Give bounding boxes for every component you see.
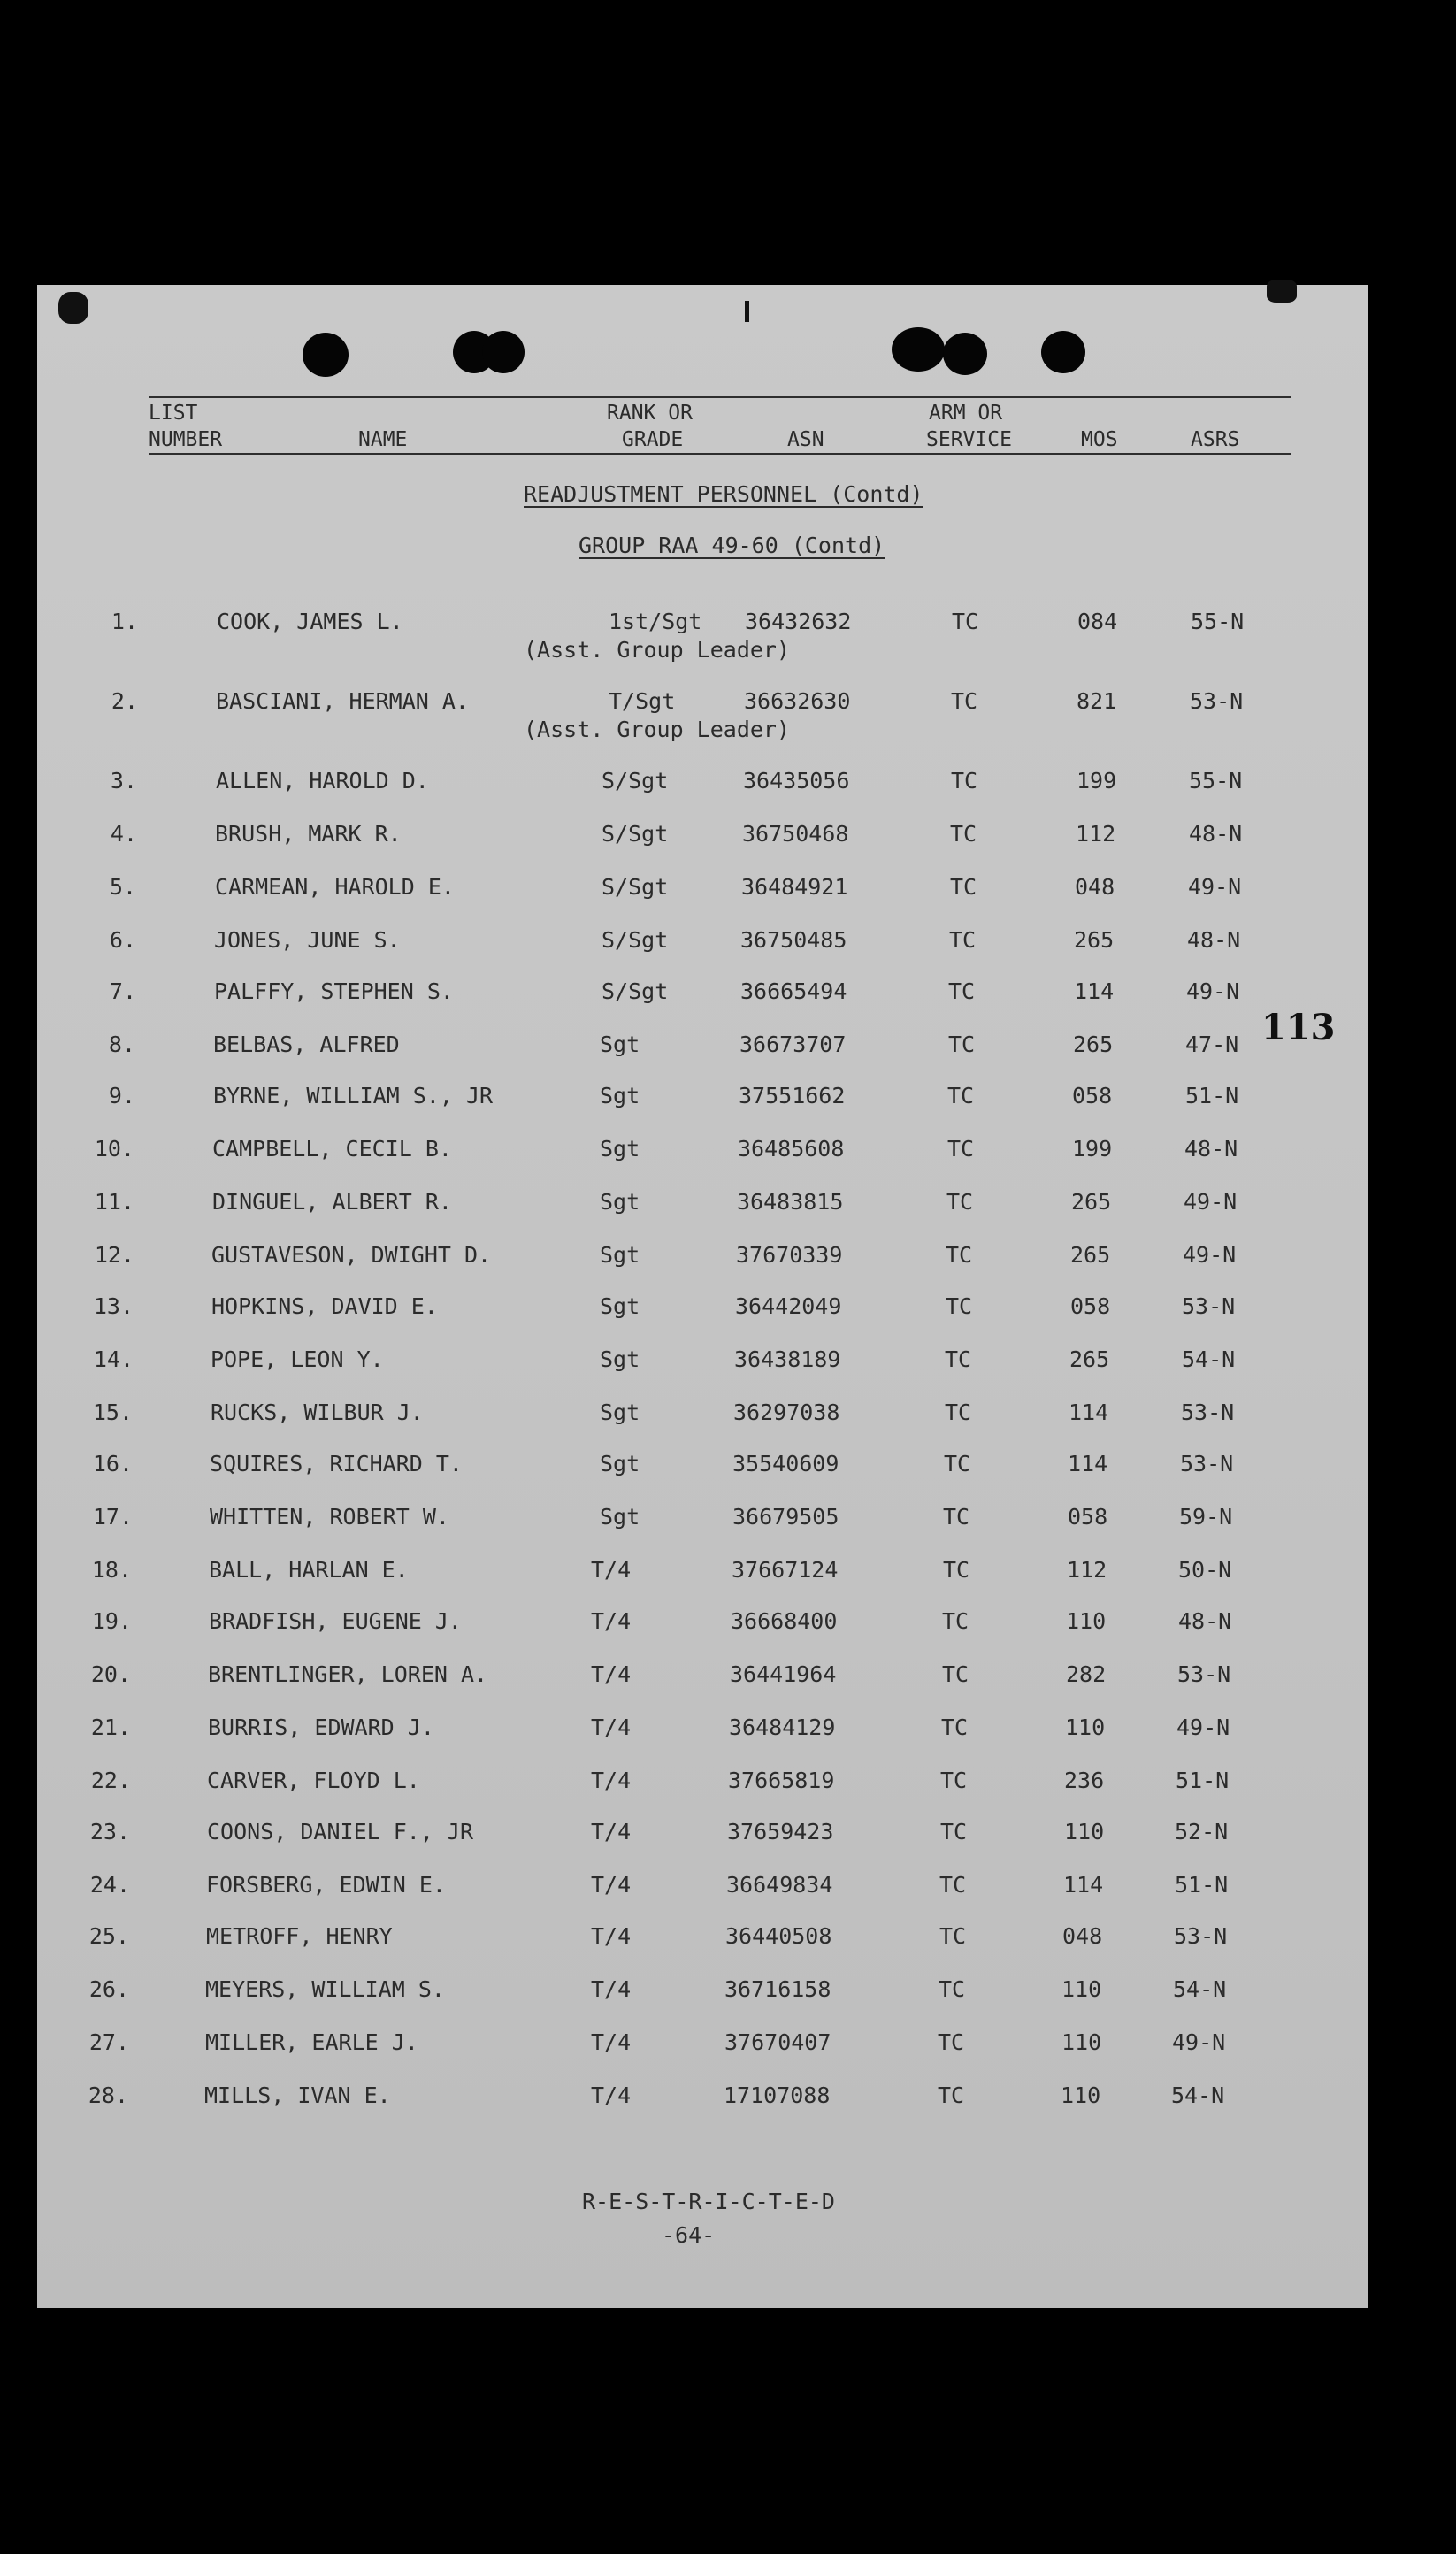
section-title: READJUSTMENT PERSONNEL (Contd) xyxy=(524,481,923,507)
arm-cell: TC xyxy=(948,978,976,1004)
asn-cell: 37667124 xyxy=(732,1557,839,1583)
asrs-cell: 49-N xyxy=(1184,1189,1238,1215)
grade-cell: T/4 xyxy=(591,1557,632,1583)
grade-cell: T/4 xyxy=(591,1872,632,1898)
asn-cell: 36432632 xyxy=(745,609,852,634)
mos-cell: 114 xyxy=(1063,1872,1104,1898)
mos-cell: 112 xyxy=(1067,1557,1107,1583)
table-row xyxy=(0,609,1456,663)
mos-cell: 058 xyxy=(1070,1293,1111,1319)
grade-cell: T/4 xyxy=(591,1976,632,2002)
punch-hole xyxy=(482,331,525,373)
mos-cell: 199 xyxy=(1072,1136,1113,1162)
list-number: 1. xyxy=(111,609,138,634)
header-number-label: NUMBER xyxy=(149,428,223,451)
grade-cell: Sgt xyxy=(600,1083,640,1108)
mos-cell: 110 xyxy=(1061,2082,1101,2108)
list-number: 24. xyxy=(89,1872,130,1898)
name-cell: BRADFISH, EUGENE J. xyxy=(209,1608,462,1634)
list-number: 28. xyxy=(88,2082,128,2108)
table-row xyxy=(0,1032,1456,1067)
table-row xyxy=(0,2082,1456,2118)
arm-cell: TC xyxy=(945,1400,972,1425)
grade-cell: Sgt xyxy=(600,1032,640,1057)
table-row xyxy=(0,927,1456,963)
asrs-cell: 53-N xyxy=(1181,1400,1235,1425)
grade-cell: T/4 xyxy=(591,2029,632,2055)
classification-footer: R-E-S-T-R-I-C-T-E-D xyxy=(582,2189,835,2214)
asn-cell: 35540609 xyxy=(732,1451,839,1476)
name-cell: BASCIANI, HERMAN A. xyxy=(216,688,469,714)
page-number: -64- xyxy=(662,2222,716,2248)
arm-cell: TC xyxy=(944,1451,971,1476)
grade-cell: Sgt xyxy=(600,1242,640,1268)
header-mos-label: MOS xyxy=(1081,428,1118,451)
mos-cell: 265 xyxy=(1069,1346,1110,1372)
name-cell: FORSBERG, EDWIN E. xyxy=(206,1872,446,1898)
list-number: 3. xyxy=(110,768,137,794)
list-number: 17. xyxy=(92,1504,133,1530)
table-row xyxy=(0,978,1456,1014)
table-row xyxy=(0,821,1456,856)
asrs-cell: 53-N xyxy=(1180,1451,1234,1476)
arm-cell: TC xyxy=(946,1189,974,1215)
header-rank-label: RANK OR xyxy=(607,402,693,425)
asrs-cell: 48-N xyxy=(1178,1608,1232,1634)
mos-cell: 058 xyxy=(1068,1504,1108,1530)
name-cell: GUSTAVESON, DWIGHT D. xyxy=(211,1242,492,1268)
mos-cell: 199 xyxy=(1077,768,1117,794)
name-cell: DINGUEL, ALBERT R. xyxy=(212,1189,452,1215)
grade-cell: T/Sgt xyxy=(609,688,676,714)
group-title: GROUP RAA 49-60 (Contd) xyxy=(579,533,885,558)
table-row xyxy=(0,1923,1456,1959)
grade-cell: S/Sgt xyxy=(602,768,669,794)
arm-cell: TC xyxy=(948,1032,976,1057)
asn-cell: 36632630 xyxy=(744,688,851,714)
name-cell: COONS, DANIEL F., JR xyxy=(207,1819,474,1845)
arm-cell: TC xyxy=(947,1136,975,1162)
name-cell: COOK, JAMES L. xyxy=(217,609,403,634)
mos-cell: 112 xyxy=(1076,821,1116,847)
asn-cell: 36435056 xyxy=(743,768,850,794)
asrs-cell: 51-N xyxy=(1185,1083,1239,1108)
table-row xyxy=(0,1346,1456,1382)
edge-notch xyxy=(745,301,749,322)
asrs-cell: 48-N xyxy=(1187,927,1241,953)
arm-cell: TC xyxy=(951,768,978,794)
arm-cell: TC xyxy=(949,927,977,953)
asrs-cell: 49-N xyxy=(1172,2029,1226,2055)
arm-cell: TC xyxy=(942,1661,969,1687)
list-number: 22. xyxy=(90,1768,131,1793)
punch-hole xyxy=(1041,331,1085,373)
table-row xyxy=(0,1083,1456,1118)
table-row xyxy=(0,1819,1456,1854)
asrs-cell: 53-N xyxy=(1177,1661,1231,1687)
punch-hole xyxy=(943,333,987,375)
mos-cell: 110 xyxy=(1061,1976,1102,2002)
mos-cell: 821 xyxy=(1077,688,1117,714)
grade-cell: S/Sgt xyxy=(602,874,669,900)
margin-page-number: 113 xyxy=(1261,1007,1336,1048)
mos-cell: 048 xyxy=(1075,874,1115,900)
arm-cell: TC xyxy=(952,609,979,634)
asrs-cell: 49-N xyxy=(1186,978,1240,1004)
mos-cell: 265 xyxy=(1071,1189,1112,1215)
asrs-cell: 53-N xyxy=(1174,1923,1228,1949)
header-bottom-rule xyxy=(149,453,1291,455)
asrs-cell: 52-N xyxy=(1175,1819,1229,1845)
grade-cell: T/4 xyxy=(591,1608,632,1634)
asn-cell: 36441964 xyxy=(730,1661,837,1687)
edge-notch xyxy=(58,292,88,324)
arm-cell: TC xyxy=(939,1923,967,1949)
list-number: 25. xyxy=(88,1923,129,1949)
table-row xyxy=(0,1293,1456,1329)
table-row xyxy=(0,1504,1456,1539)
mos-cell: 048 xyxy=(1062,1923,1103,1949)
asn-cell: 36485608 xyxy=(738,1136,845,1162)
table-row xyxy=(0,1242,1456,1277)
asn-cell: 36716158 xyxy=(724,1976,831,2002)
grade-cell: T/4 xyxy=(591,1768,632,1793)
header-arm-label: ARM OR xyxy=(929,402,1003,425)
asrs-cell: 49-N xyxy=(1183,1242,1237,1268)
arm-cell: TC xyxy=(946,1242,973,1268)
mos-cell: 114 xyxy=(1068,1451,1108,1476)
mos-cell: 110 xyxy=(1064,1819,1105,1845)
mos-cell: 114 xyxy=(1074,978,1115,1004)
list-number: 16. xyxy=(92,1451,133,1476)
asrs-cell: 47-N xyxy=(1185,1032,1239,1057)
asn-cell: 36679505 xyxy=(732,1504,839,1530)
list-number: 8. xyxy=(108,1032,135,1057)
name-cell: RUCKS, WILBUR J. xyxy=(211,1400,424,1425)
table-row xyxy=(0,1976,1456,2012)
header-grade-label: GRADE xyxy=(622,428,684,451)
asrs-cell: 51-N xyxy=(1176,1768,1230,1793)
list-number: 27. xyxy=(88,2029,129,2055)
grade-cell: T/4 xyxy=(591,1714,632,1740)
table-row xyxy=(0,1714,1456,1750)
asrs-cell: 49-N xyxy=(1188,874,1242,900)
grade-cell: T/4 xyxy=(591,2082,632,2108)
name-cell: MILLER, EARLE J. xyxy=(205,2029,418,2055)
arm-cell: TC xyxy=(939,1872,967,1898)
table-row xyxy=(0,1768,1456,1803)
grade-cell: T/4 xyxy=(591,1661,632,1687)
arm-cell: TC xyxy=(942,1608,969,1634)
asn-cell: 36649834 xyxy=(726,1872,833,1898)
asn-cell: 37670339 xyxy=(736,1242,843,1268)
name-cell: BELBAS, ALFRED xyxy=(213,1032,400,1057)
mos-cell: 110 xyxy=(1065,1714,1106,1740)
name-cell: MEYERS, WILLIAM S. xyxy=(205,1976,445,2002)
asrs-cell: 51-N xyxy=(1175,1872,1229,1898)
list-number: 12. xyxy=(94,1242,134,1268)
asrs-cell: 53-N xyxy=(1182,1293,1236,1319)
asn-cell: 36483815 xyxy=(737,1189,844,1215)
name-cell: SQUIRES, RICHARD T. xyxy=(210,1451,463,1476)
name-cell: BRENTLINGER, LOREN A. xyxy=(208,1661,488,1687)
punch-hole xyxy=(303,333,349,377)
arm-cell: TC xyxy=(939,1976,966,2002)
arm-cell: TC xyxy=(940,1768,968,1793)
grade-cell: Sgt xyxy=(600,1293,640,1319)
mos-cell: 236 xyxy=(1064,1768,1105,1793)
name-cell: BYRNE, WILLIAM S., JR xyxy=(213,1083,494,1108)
header-service-label: SERVICE xyxy=(926,428,1012,451)
table-row xyxy=(0,2029,1456,2065)
list-number: 5. xyxy=(109,874,136,900)
grade-cell: T/4 xyxy=(591,1819,632,1845)
table-row xyxy=(0,1189,1456,1224)
asn-cell: 36442049 xyxy=(735,1293,842,1319)
header-list-label: LIST xyxy=(149,402,198,425)
header-asrs-label: ASRS xyxy=(1191,428,1240,451)
asrs-cell: 55-N xyxy=(1191,609,1245,634)
punch-hole xyxy=(892,327,945,372)
table-row xyxy=(0,874,1456,909)
asn-cell: 36673707 xyxy=(739,1032,847,1057)
arm-cell: TC xyxy=(941,1714,969,1740)
mos-cell: 084 xyxy=(1077,609,1118,634)
list-number: 13. xyxy=(93,1293,134,1319)
grade-cell: S/Sgt xyxy=(602,821,669,847)
grade-cell: T/4 xyxy=(591,1923,632,1949)
edge-notch xyxy=(1267,280,1297,303)
name-cell: HOPKINS, DAVID E. xyxy=(211,1293,438,1319)
name-cell: PALFFY, STEPHEN S. xyxy=(214,978,454,1004)
list-number: 15. xyxy=(92,1400,133,1425)
list-number: 10. xyxy=(94,1136,134,1162)
table-row xyxy=(0,688,1456,742)
arm-cell: TC xyxy=(950,874,977,900)
asn-cell: 36668400 xyxy=(731,1608,838,1634)
asn-cell: 36484129 xyxy=(729,1714,836,1740)
header-name-label: NAME xyxy=(358,428,408,451)
mos-cell: 110 xyxy=(1061,2029,1102,2055)
list-number: 20. xyxy=(90,1661,131,1687)
grade-cell: Sgt xyxy=(600,1504,640,1530)
list-number: 2. xyxy=(111,688,138,714)
asn-cell: 17107088 xyxy=(724,2082,831,2108)
arm-cell: TC xyxy=(943,1557,970,1583)
mos-cell: 265 xyxy=(1070,1242,1111,1268)
arm-cell: TC xyxy=(951,688,978,714)
asrs-cell: 55-N xyxy=(1189,768,1243,794)
asrs-cell: 48-N xyxy=(1184,1136,1238,1162)
grade-cell: Sgt xyxy=(600,1451,640,1476)
grade-cell: Sgt xyxy=(600,1400,640,1425)
arm-cell: TC xyxy=(940,1819,968,1845)
asn-cell: 36440508 xyxy=(725,1923,832,1949)
list-number: 9. xyxy=(108,1083,135,1108)
table-row xyxy=(0,768,1456,803)
grade-cell: S/Sgt xyxy=(602,978,669,1004)
header-top-rule xyxy=(149,396,1291,398)
list-number: 19. xyxy=(91,1608,132,1634)
name-cell: BRUSH, MARK R. xyxy=(215,821,402,847)
asn-cell: 36297038 xyxy=(733,1400,840,1425)
mos-cell: 265 xyxy=(1074,927,1115,953)
asn-cell: 36750485 xyxy=(740,927,847,953)
header-asn-label: ASN xyxy=(787,428,824,451)
table-row xyxy=(0,1872,1456,1907)
asn-cell: 36438189 xyxy=(734,1346,841,1372)
asn-cell: 36665494 xyxy=(740,978,847,1004)
table-row xyxy=(0,1451,1456,1486)
name-cell: CARVER, FLOYD L. xyxy=(207,1768,420,1793)
name-cell: WHITTEN, ROBERT W. xyxy=(210,1504,449,1530)
asrs-cell: 53-N xyxy=(1190,688,1244,714)
name-cell: CARMEAN, HAROLD E. xyxy=(215,874,455,900)
arm-cell: TC xyxy=(945,1346,972,1372)
list-number: 4. xyxy=(110,821,137,847)
grade-cell: Sgt xyxy=(600,1189,640,1215)
grade-cell: Sgt xyxy=(600,1346,640,1372)
grade-cell: S/Sgt xyxy=(602,927,669,953)
arm-cell: TC xyxy=(938,2029,965,2055)
name-cell: METROFF, HENRY xyxy=(206,1923,393,1949)
asn-cell: 36750468 xyxy=(742,821,849,847)
table-row xyxy=(0,1400,1456,1435)
asrs-cell: 54-N xyxy=(1173,1976,1227,2002)
list-number: 21. xyxy=(90,1714,131,1740)
mos-cell: 265 xyxy=(1073,1032,1114,1057)
mos-cell: 114 xyxy=(1069,1400,1109,1425)
list-number: 7. xyxy=(109,978,136,1004)
arm-cell: TC xyxy=(946,1293,973,1319)
name-cell: JONES, JUNE S. xyxy=(214,927,401,953)
asrs-cell: 48-N xyxy=(1189,821,1243,847)
list-number: 26. xyxy=(88,1976,129,2002)
asn-cell: 37665819 xyxy=(728,1768,835,1793)
grade-cell: 1st/Sgt xyxy=(609,609,702,634)
asrs-cell: 59-N xyxy=(1179,1504,1233,1530)
name-cell: BALL, HARLAN E. xyxy=(209,1557,409,1583)
list-number: 18. xyxy=(91,1557,132,1583)
list-number: 6. xyxy=(109,927,136,953)
name-cell: BURRIS, EDWARD J. xyxy=(208,1714,434,1740)
table-row xyxy=(0,1557,1456,1592)
name-cell: CAMPBELL, CECIL B. xyxy=(212,1136,452,1162)
asrs-cell: 54-N xyxy=(1171,2082,1225,2108)
role-note: (Asst. Group Leader) xyxy=(524,637,791,663)
asn-cell: 37670407 xyxy=(724,2029,831,2055)
arm-cell: TC xyxy=(943,1504,970,1530)
table-row xyxy=(0,1608,1456,1644)
arm-cell: TC xyxy=(947,1083,975,1108)
mos-cell: 058 xyxy=(1072,1083,1113,1108)
role-note: (Asst. Group Leader) xyxy=(524,717,791,742)
asrs-cell: 50-N xyxy=(1178,1557,1232,1583)
name-cell: ALLEN, HAROLD D. xyxy=(216,768,429,794)
asn-cell: 37551662 xyxy=(739,1083,846,1108)
table-row xyxy=(0,1661,1456,1697)
asn-cell: 37659423 xyxy=(727,1819,834,1845)
mos-cell: 282 xyxy=(1066,1661,1107,1687)
asn-cell: 36484921 xyxy=(741,874,848,900)
arm-cell: TC xyxy=(950,821,977,847)
list-number: 14. xyxy=(93,1346,134,1372)
grade-cell: Sgt xyxy=(600,1136,640,1162)
table-row xyxy=(0,1136,1456,1171)
name-cell: POPE, LEON Y. xyxy=(211,1346,384,1372)
mos-cell: 110 xyxy=(1066,1608,1107,1634)
name-cell: MILLS, IVAN E. xyxy=(204,2082,391,2108)
arm-cell: TC xyxy=(938,2082,965,2108)
list-number: 11. xyxy=(94,1189,134,1215)
asrs-cell: 54-N xyxy=(1182,1346,1236,1372)
list-number: 23. xyxy=(89,1819,130,1845)
asrs-cell: 49-N xyxy=(1176,1714,1230,1740)
